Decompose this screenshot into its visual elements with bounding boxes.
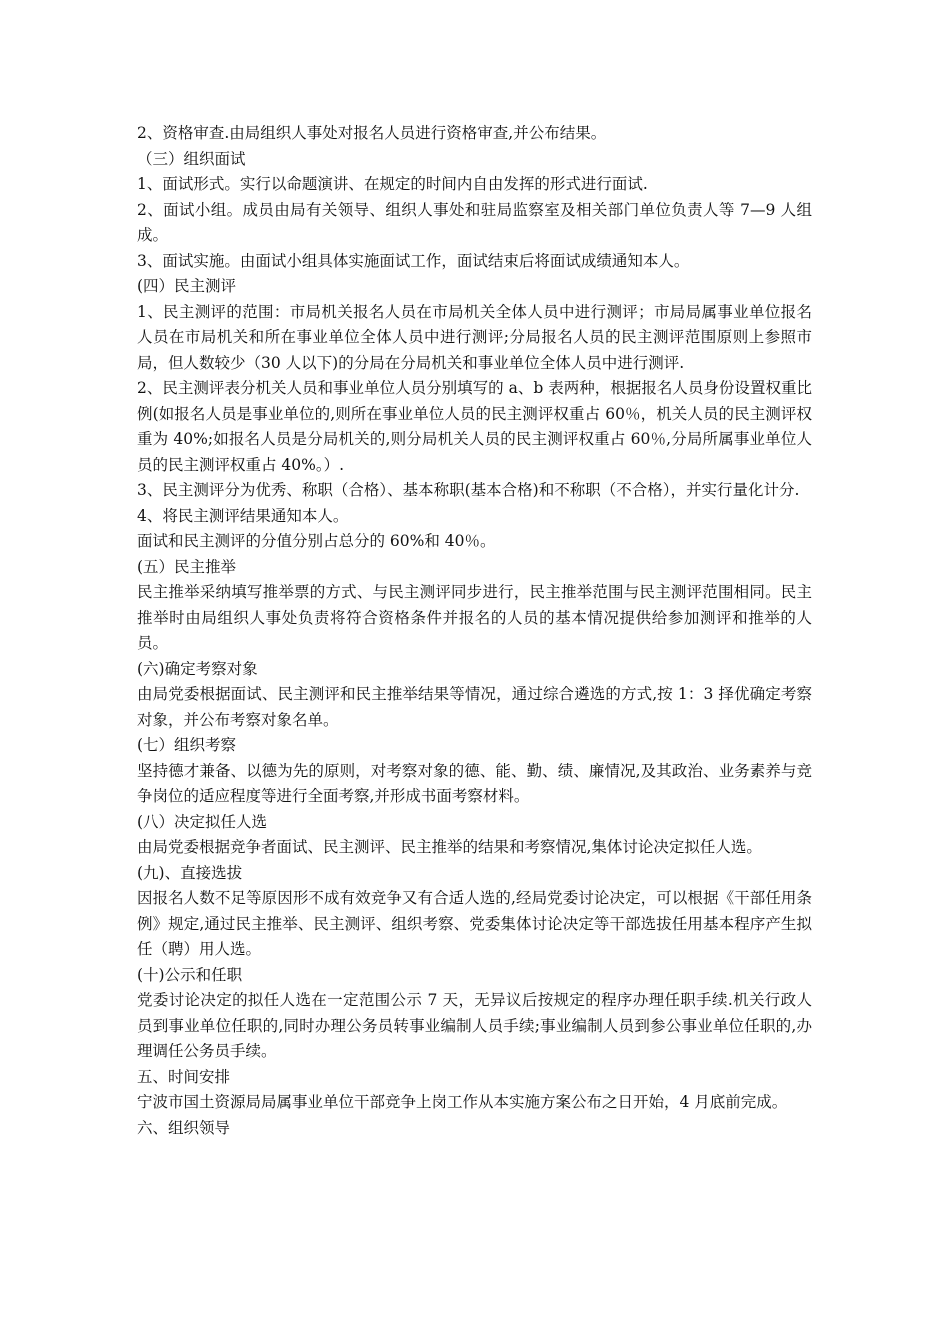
paragraph: 3、面试实施。由面试小组具体实施面试工作，面试结束后将面试成绩通知本人。 bbox=[137, 251, 690, 270]
section-heading: 五、时间安排 bbox=[137, 1067, 231, 1086]
paragraph: 民主推举采纳填写推举票的方式、与民主测评同步进行，民主推举范围与民主测评范围相同。民主推举时由局组织人事处负责将符合资格条件并报名的人员的基本情况提供给参加测评和推举的人员。 bbox=[137, 583, 812, 652]
document-body bbox=[137, 121, 812, 1141]
paragraph: 2、民主测评表分机关人员和事业单位人员分别填写的 a、b 表两种，根据报名人员身份设置权重比例(如报名人员是事业单位的,则所在事业单位人员的民主测评权重占 60％，机关人员的民主测评权重为 40%;如报名人员是分局机关的,则分局机关人员的民主测评权重占 60％,分局所属事业单位人员的民主测评权重占 40%。）. bbox=[137, 379, 812, 474]
paragraph: 坚持德才兼备、以德为先的原则，对考察对象的德、能、勤、绩、廉情况,及其政治、业务素养与竞争岗位的适应程度等进行全面考察,并形成书面考察材料。 bbox=[137, 761, 812, 805]
section-heading: (八）决定拟任人选 bbox=[137, 812, 268, 831]
section-heading: (七）组织考察 bbox=[137, 736, 237, 754]
paragraph: 2、资格审查.由局组织人事处对报名人员进行资格审查,并公布结果。 bbox=[137, 124, 607, 142]
paragraph: 党委讨论决定的拟任人选在一定范围公示 7 天，无异议后按规定的程序办理任职手续.机关行政人员到事业单位任职的,同时办理公务员转事业编制人员手续;事业编制人员到参公事业单位任职的,办理调任公务员手续。 bbox=[137, 991, 812, 1060]
paragraph: 4、将民主测评结果通知本人。 bbox=[137, 506, 349, 525]
section-heading: (九)、直接选拔 bbox=[137, 863, 243, 882]
paragraph: 3、民主测评分为优秀、称职（合格）、基本称职(基本合格)和不称职（不合格），并实行量化计分. bbox=[137, 481, 800, 499]
paragraph: 1、民主测评的范围：市局机关报名人员在市局机关全体人员中进行测评；市局局属事业单位报名人员在市局机关和所在事业单位全体人员中进行测评;分局报名人员的民主测评范围原则上参照市局，但人数较少（30 人以下)的分局在分局机关和事业单位全体人员中进行测评. bbox=[137, 302, 812, 372]
section-heading: (六)确定考察对象 bbox=[137, 659, 258, 678]
paragraph: 由局党委根据竞争者面试、民主测评、民主推举的结果和考察情况,集体讨论决定拟任人选。 bbox=[137, 838, 762, 856]
paragraph: 由局党委根据面试、民主测评和民主推举结果等情况，通过综合遴选的方式,按 1：3 择优确定考察对象，并公布考察对象名单。 bbox=[137, 685, 812, 729]
paragraph: 宁波市国土资源局局属事业单位干部竞争上岗工作从本实施方案公布之日开始，4 月底前完成。 bbox=[137, 1093, 788, 1111]
section-heading: (四）民主测评 bbox=[137, 277, 237, 295]
paragraph: 因报名人数不足等原因形不成有效竞争又有合适人选的,经局党委讨论决定，可以根据《干部任用条例》规定,通过民主推举、民主测评、组织考察、党委集体讨论决定等干部选拔任用基本程序产生拟任（聘）用人选。 bbox=[137, 889, 812, 958]
paragraph: 2、面试小组。成员由局有关领导、组织人事处和驻局监察室及相关部门单位负责人等 7—9 人组成。 bbox=[137, 200, 812, 244]
section-heading: (十)公示和任职 bbox=[137, 965, 243, 984]
section-heading: (五）民主推举 bbox=[137, 557, 237, 576]
paragraph: 面试和民主测评的分值分别占总分的 60%和 40％。 bbox=[137, 532, 496, 550]
paragraph: 1、面试形式。实行以命题演讲、在规定的时间内自由发挥的形式进行面试. bbox=[137, 175, 648, 193]
section-heading: （三）组织面试 bbox=[137, 149, 246, 168]
section-heading: 六、组织领导 bbox=[137, 1118, 231, 1137]
